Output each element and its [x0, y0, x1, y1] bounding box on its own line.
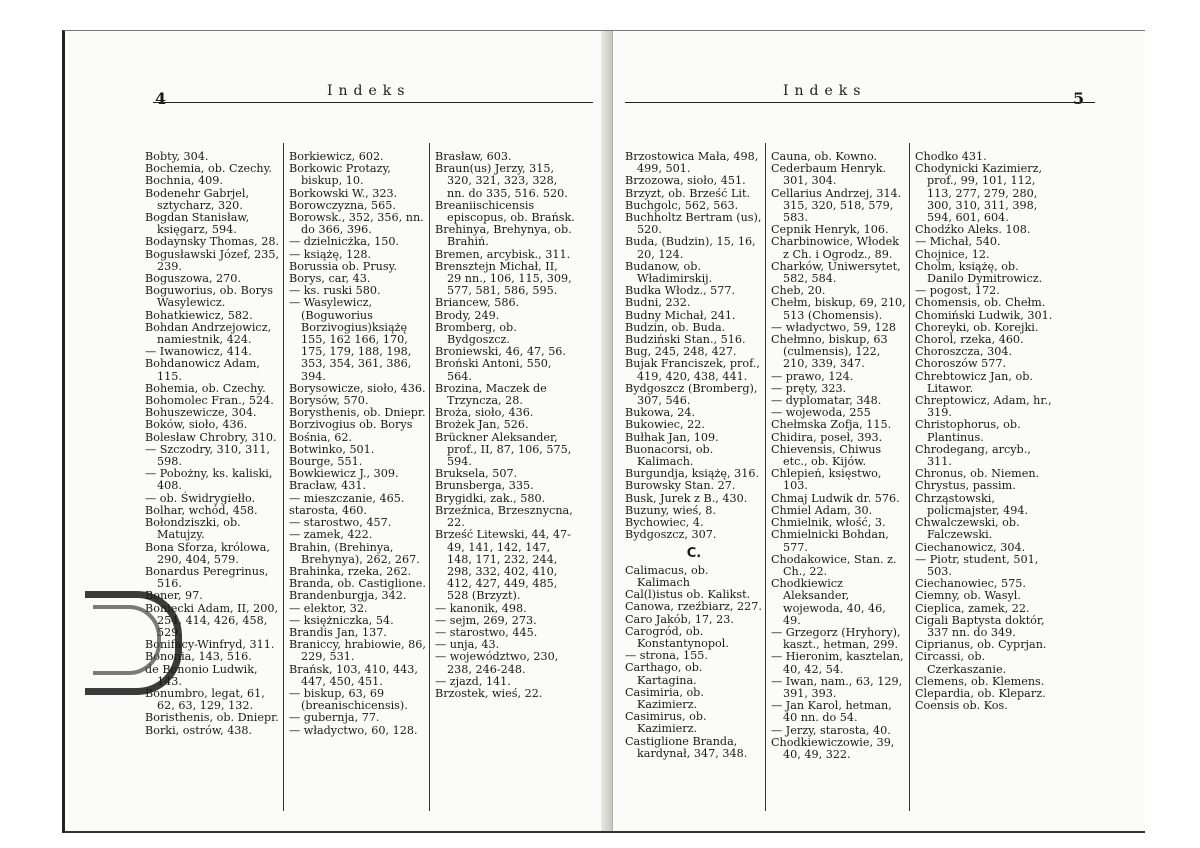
- index-entry: Castiglione Branda, kardynał, 347, 348.: [625, 734, 748, 760]
- index-entry: — Grzegorz (Hryhory), kaszt., hetman, 299.: [771, 625, 901, 652]
- index-entry: Bohuszewicze, 304.: [145, 406, 257, 420]
- index-entry: — Jan Karol, hetman, 40 nn. do 54.: [771, 699, 892, 725]
- index-entry: Boner, 97.: [145, 589, 203, 603]
- index-entry: Borysthenis, ob. Dniepr.: [289, 406, 426, 420]
- index-entry: Bohatkiewicz, 582.: [145, 308, 253, 322]
- index-entry: Brześć Litewski, 44, 47-49, 141, 142, 147, 148, 171, 232, 244, 298, 332, 402, 410, 412, 427, 449, 485, 528 (Brzyzt).: [435, 528, 571, 603]
- index-entry: Borys, car, 43.: [289, 272, 371, 286]
- index-entry: Cholm, książę, ob. Danilo Dymitrowicz.: [915, 259, 1043, 286]
- index-entry: Brygidki, zak., 580.: [435, 491, 546, 505]
- index-entry: Chrodegang, arcyb., 311.: [915, 442, 1031, 469]
- index-entry: Boków, sioło, 436.: [145, 418, 248, 432]
- index-entry: Borkowic Protazy, biskup, 10.: [289, 162, 391, 188]
- index-entry: Chełm, biskup, 69, 210, 513 (Chomensis).: [771, 296, 906, 322]
- index-entry: Buchgolc, 562, 563.: [625, 198, 739, 212]
- index-entry: Bogusławski Józef, 235, 239.: [145, 247, 280, 273]
- index-entry: Bukowa, 24.: [625, 406, 696, 420]
- index-entry: Bodaynsky Thomas, 28.: [145, 235, 280, 249]
- binder-clip-inner: [93, 605, 161, 675]
- left-col-2: [289, 151, 427, 737]
- index-entry: Braun(us) Jerzy, 315, 320, 321, 323, 328, nn. do 335, 516. 520.: [435, 162, 568, 200]
- index-entry: Chodko 431.: [915, 150, 987, 163]
- index-entry: Chmiel Adam, 30.: [771, 503, 873, 517]
- index-entry: Bobty, 304.: [145, 150, 209, 163]
- index-entry: Bośnia, 62.: [289, 430, 353, 444]
- index-entry: Bug, 245, 248, 427.: [625, 345, 737, 359]
- index-entry: Brzostek, wieś, 22.: [435, 686, 543, 700]
- index-entry: Chomiński Ludwik, 301.: [915, 308, 1053, 322]
- index-entry: Cepnik Henryk, 106.: [771, 223, 889, 237]
- index-entry: — województwo, 230, 238, 246-248.: [435, 650, 559, 676]
- index-entry: Chodkiewiczowie, 39, 40, 49, 322.: [771, 735, 895, 761]
- index-entry: Chlepień, księstwo, 103.: [771, 467, 882, 493]
- column-divider: [909, 143, 910, 811]
- index-entry: Bonardus Peregrinus, 516.: [145, 564, 269, 591]
- index-entry: Bołondziszki, ob. Matujzy.: [145, 516, 241, 542]
- index-entry: — sejm, 269, 273.: [435, 613, 537, 627]
- index-entry: Bychowiec, 4.: [625, 516, 704, 530]
- index-entry: Borussia ob. Prusy.: [289, 259, 398, 273]
- index-entry: Bydgoszcz (Bromberg), 307, 546.: [625, 381, 758, 408]
- index-entry: Bujak Franciszek, prof., 419, 420, 438, 441.: [625, 357, 760, 383]
- index-entry: Borkiewicz, 602.: [289, 150, 384, 163]
- index-entry: Borysów, 570.: [289, 394, 369, 408]
- right-col-3: [915, 151, 1053, 712]
- index-entry: Chomensis, ob. Chełm.: [915, 296, 1046, 310]
- index-entry: Bolesław Chrobry, 310.: [145, 430, 277, 444]
- index-entry: Broniewski, 46, 47, 56.: [435, 345, 566, 359]
- index-entry: Chmielnicki Bohdan, 577.: [771, 528, 889, 554]
- index-entry: — starostwo, 445.: [435, 625, 538, 639]
- section-letter: C.: [686, 545, 702, 561]
- index-entry: Breaniischicensis episcopus, ob. Brańsk.: [435, 198, 575, 225]
- index-entry: Chwalczewski, ob. Falczewski.: [915, 516, 1020, 542]
- index-entry: Cigali Baptysta doktór, 337 nn. do 349.: [915, 613, 1045, 639]
- index-entry: Budny Michał, 241.: [625, 308, 736, 322]
- index-entry: — wojewoda, 255: [771, 406, 871, 420]
- index-entry: Boguszowa, 270.: [145, 272, 241, 286]
- index-entry: Chojnice, 12.: [915, 247, 990, 261]
- index-entry: Chełmno, biskup, 63 (culmensis), 122, 210, 339, 347.: [771, 333, 888, 371]
- index-entry: Brozina, Maczek de Trzyncza, 28.: [435, 381, 547, 408]
- index-entry: Chmaj Ludwik dr. 576.: [771, 491, 900, 505]
- index-entry: Borowsk., 352, 356, nn. do 366, 396.: [289, 211, 424, 237]
- open-book: [62, 30, 1145, 833]
- index-entry: — ks. ruski 580.: [289, 284, 381, 298]
- index-entry: Budka Włodz., 577.: [625, 284, 736, 298]
- index-entry: — ob. Świdrygiełło.: [145, 491, 256, 505]
- index-entry: Carthago, ob. Kartagina.: [625, 661, 703, 687]
- index-entry: Bochemia, ob. Czechy.: [145, 162, 272, 176]
- index-entry: Circassi, ob. Czerkaszanie.: [915, 650, 1007, 676]
- index-entry: Choreyki, ob. Korejki.: [915, 320, 1039, 334]
- index-entry: Casimiria, ob. Kazimierz.: [625, 685, 704, 711]
- index-entry: Burowsky Stan. 27.: [625, 479, 736, 493]
- index-entry: Bukowiec, 22.: [625, 418, 705, 432]
- index-entry: Christophorus, ob. Plantinus.: [915, 418, 1021, 444]
- index-entry: Bohomolec Fran., 524.: [145, 394, 274, 408]
- index-entry: Branda, ob. Castiglione.: [289, 577, 426, 591]
- index-entry: Ciechanowicz, 304.: [915, 540, 1026, 554]
- index-entry: Brandenburgja, 342.: [289, 589, 407, 603]
- index-entry: Bromberg, ob. Bydgoszcz.: [435, 320, 517, 347]
- index-entry: Borki, ostrów, 438.: [145, 723, 253, 737]
- column-divider: [765, 143, 766, 811]
- index-entry: Bodenehr Gabrjel, sztycharz, 320.: [145, 186, 250, 212]
- index-entry: Budni, 232.: [625, 296, 691, 310]
- index-entry: Chodynicki Kazimierz, prof., 99, 101, 112, 113, 277, 279, 280, 300, 310, 311, 398, 594, 601, 604.: [915, 162, 1043, 225]
- index-entry: — unja, 43.: [435, 638, 500, 652]
- index-entry: Clemens, ob. Klemens.: [915, 674, 1045, 688]
- index-entry: Chorol, rzeka, 460.: [915, 333, 1024, 347]
- index-entry: — książę, 128.: [289, 247, 372, 261]
- index-entry: Bononia, 143, 516.: [145, 650, 252, 664]
- index-entry: Bruksela, 507.: [435, 467, 518, 481]
- index-entry: — biskup, 63, 69 (breanischicensis).: [289, 686, 408, 713]
- index-entry: — dzielnicżka, 150.: [289, 235, 399, 249]
- index-entry: Chodkiewicz Aleksander, wojewoda, 40, 46, 49.: [771, 577, 886, 627]
- index-entry: Cauna, ob. Kowno.: [771, 150, 878, 163]
- index-entry: Cal(l)istus ob. Kalikst.: [625, 588, 751, 602]
- index-entry: Caro Jakób, 17, 23.: [625, 612, 734, 626]
- index-entry: — kanonik, 498.: [435, 601, 527, 615]
- index-entry: — strona, 155.: [625, 649, 708, 663]
- index-entry: Clepardia, ob. Kleparz.: [915, 686, 1046, 700]
- index-entry: Canowa, rzeźbiarz, 227.: [625, 600, 762, 614]
- index-entry: Buda, (Budzin), 15, 16, 20, 124.: [625, 235, 756, 261]
- header-rule-right: [625, 102, 1095, 103]
- index-entry: Chodźko Aleks. 108.: [915, 223, 1031, 237]
- running-header-right: Indeks: [783, 83, 867, 99]
- right-col-2: [771, 151, 907, 761]
- index-entry: Brensztejn Michał, II, 29 nn., 106, 115, 309, 577, 581, 586, 595.: [435, 259, 572, 298]
- index-entry: Chrystus, passim.: [915, 479, 1016, 493]
- column-divider: [429, 143, 430, 811]
- index-entry: Charbinowice, Włodek z Ch. i Ogrodz., 89.: [771, 235, 900, 261]
- index-entry: Botwinko, 501.: [289, 442, 375, 456]
- index-entry: Budzin, ob. Buda.: [625, 320, 726, 334]
- index-entry: Bohdanowicz Adam, 115.: [145, 357, 260, 383]
- column-divider: [283, 143, 284, 811]
- index-entry: Ciprianus, ob. Cyprjan.: [915, 638, 1047, 652]
- index-entry: — Pobożny, ks. kaliski, 408.: [145, 467, 273, 493]
- left-page: [65, 31, 610, 831]
- index-entry: Brehinya, Brehynya, ob. Brahiń.: [435, 223, 572, 249]
- index-entry: — gubernja, 77.: [289, 711, 380, 725]
- index-entry: — Iwan, nam., 63, 129, 391, 393.: [771, 674, 903, 700]
- index-entry: Chmielnik, włość, 3.: [771, 516, 886, 530]
- index-entry: Casimirus, ob. Kazimierz.: [625, 710, 707, 736]
- index-entry: — mieszczanie, 465.: [289, 491, 405, 505]
- index-entry: Busk, Jurek z B., 430.: [625, 491, 748, 505]
- index-entry: Chreptowicz, Adam, hr., 319.: [915, 394, 1052, 420]
- index-entry: Bonumbro, legat, 61, 62, 63, 129, 132.: [145, 686, 265, 713]
- index-entry: Borowczyzna, 565.: [289, 198, 396, 212]
- index-entry: starosta, 460.: [289, 503, 367, 517]
- index-entry: — prawo, 124.: [771, 369, 854, 383]
- index-entry: Brzostowica Mała, 498, 499, 501.: [625, 150, 759, 176]
- index-entry: — zamek, 422.: [289, 528, 373, 542]
- index-entry: — władyctwo, 60, 128.: [289, 723, 418, 737]
- left-col-3: [435, 151, 575, 700]
- index-entry: Chidira, poseł, 393.: [771, 430, 883, 444]
- index-entry: Budanow, ob. Władimirskij.: [625, 259, 713, 286]
- index-entry: Buonacorsi, ob. Kalimach.: [625, 442, 714, 469]
- index-entry: Buzuny, wieś, 8.: [625, 503, 716, 517]
- index-entry: Borkowski W., 323.: [289, 186, 398, 200]
- index-entry: Broński Antoni, 550, 564.: [435, 357, 552, 383]
- index-entry: — Michał, 540.: [915, 235, 1001, 249]
- index-entry: Brahin, (Brehinya, Brehynya), 262, 267.: [289, 540, 420, 566]
- index-entry: Bohdan Andrzejowicz, namiestnik, 424.: [145, 320, 272, 347]
- index-entry: Borysowicze, sioło, 436.: [289, 381, 426, 395]
- index-entry: Cheb, 20.: [771, 284, 826, 298]
- index-entry: Braniccy, hrabiowie, 86, 229, 531.: [289, 638, 426, 664]
- index-entry: Carogród, ob. Konstantynopol.: [625, 624, 729, 650]
- index-entry: Calimacus, ob. Kalimach: [625, 563, 709, 589]
- index-entry: — zjazd, 141.: [435, 674, 511, 688]
- index-entry: Cellarius Andrzej, 314. 315, 320, 518, 579, 583.: [771, 186, 902, 225]
- index-entry: Briancew, 586.: [435, 296, 520, 310]
- index-entry: Brańsk, 103, 410, 443, 447, 450, 451.: [289, 662, 418, 688]
- index-entry: — pogost, 172.: [915, 284, 1000, 298]
- index-entry: Brody, 249.: [435, 308, 500, 322]
- index-entry: Boguworius, ob. Borys Wasylewicz.: [145, 284, 273, 310]
- index-entry: — dyplomatar, 348.: [771, 394, 882, 408]
- index-entry: Bona Sforza, królowa, 290, 404, 579.: [145, 540, 270, 566]
- index-entry: Brückner Aleksander, prof., II, 87, 106, 575, 594.: [435, 430, 572, 469]
- index-entry: Chodakowice, Stan. z. Ch., 22.: [771, 552, 897, 578]
- index-entry: Chronus, ob. Niemen.: [915, 467, 1040, 481]
- index-entry: Chrząstowski, policmajster, 494.: [915, 491, 1029, 517]
- right-page: [613, 31, 1145, 831]
- index-entry: Budziński Stan., 516.: [625, 333, 746, 347]
- page-number-right: 5: [1073, 89, 1085, 108]
- index-entry: — Szczodry, 310, 311, 598.: [145, 442, 271, 469]
- index-entry: Ciemny, ob. Wasyl.: [915, 589, 1021, 603]
- index-entry: Burgundja, książę, 316.: [625, 467, 760, 481]
- index-entry: Brasław, 603.: [435, 150, 512, 163]
- index-entry: — Wasylewicz, (Boguworius Borzivogius)książę 155, 162 166, 170, 175, 179, 188, 198, 353, 354, 361, 386, 394.: [289, 296, 412, 383]
- index-entry: — elektor, 32.: [289, 601, 368, 615]
- index-entry: — Piotr, student, 501, 503.: [915, 552, 1039, 578]
- index-entry: — księżniczka, 54.: [289, 613, 394, 627]
- index-entry: Buchholtz Bertram (us), 520.: [625, 211, 762, 237]
- index-entry: Brożek Jan, 526.: [435, 418, 529, 432]
- index-entry: Broża, sioło, 436.: [435, 406, 534, 420]
- index-entry: Bochnia, 409.: [145, 174, 223, 188]
- index-entry: Bowkiewicz J., 309.: [289, 467, 399, 481]
- index-entry: — Hieronim, kasztelan, 40, 42, 54.: [771, 650, 904, 676]
- index-entry: Bolhar, wchód, 458.: [145, 503, 258, 517]
- index-entry: Brandis Jan, 137.: [289, 625, 387, 639]
- index-entry: — Jerzy, starosta, 40.: [771, 723, 891, 737]
- index-entry: Bogdan Stanisław, księgarz, 594.: [145, 211, 250, 237]
- index-entry: Bonifacy-Winfryd, 311.: [145, 638, 275, 652]
- index-entry: — pręty, 323.: [771, 381, 847, 395]
- index-entry: Boniecki Adam, II, 200, 254, 414, 426, 458, 529.: [145, 601, 279, 639]
- index-entry: Chełmska Zofja, 115.: [771, 418, 892, 432]
- index-entry: — władyctwo, 59, 128: [771, 320, 896, 334]
- index-entry: Boristhenis, ob. Dniepr.: [145, 711, 279, 725]
- index-entry: Brahinka, rzeka, 262.: [289, 564, 412, 578]
- index-entry: de Bononio Ludwik, 143.: [145, 662, 258, 688]
- index-entry: — starostwo, 457.: [289, 516, 392, 530]
- running-header-left: Indeks: [327, 83, 411, 99]
- page-number-left: 4: [155, 89, 167, 108]
- index-entry: Bourge, 551.: [289, 455, 363, 469]
- index-entry: Borzivogius ob. Borys: [289, 418, 413, 432]
- index-entry: Chrebtowicz Jan, ob. Litawor.: [915, 369, 1033, 395]
- index-entry: Bremen, arcybisk., 311.: [435, 247, 571, 261]
- index-entry: Ciechanowiec, 575.: [915, 577, 1026, 591]
- index-entry: Bydgoszcz, 307.: [625, 528, 717, 542]
- index-entry: Brunsberga, 335.: [435, 479, 534, 493]
- index-entry: Brzozowa, sioło, 451.: [625, 174, 746, 188]
- right-col-1: [625, 151, 763, 760]
- index-entry: — Iwanowicz, 414.: [145, 345, 252, 359]
- index-entry: Bohemia, ob. Czechy.: [145, 381, 266, 395]
- index-entry: Brzyzt, ob. Brześć Lit.: [625, 186, 751, 200]
- index-entry: Choroszów 577.: [915, 357, 1006, 371]
- index-entry: Charków, Uniwersytet, 582, 584.: [771, 259, 901, 286]
- index-entry: Chievensis, Chiwus etc., ob. Kijów.: [771, 442, 882, 469]
- index-entry: Brzeźnica, Brzesznycna, 22.: [435, 503, 573, 530]
- index-entry: Cederbaum Henryk. 301, 304.: [771, 162, 887, 188]
- index-entry: Bułhak Jan, 109.: [625, 430, 719, 444]
- index-entry: Cieplica, zamek, 22.: [915, 601, 1030, 615]
- index-entry: Bracław, 431.: [289, 479, 367, 493]
- header-rule-left: [153, 102, 593, 103]
- index-entry: Coensis ob. Kos.: [915, 699, 1008, 713]
- index-entry: Choroszcza, 304.: [915, 345, 1013, 359]
